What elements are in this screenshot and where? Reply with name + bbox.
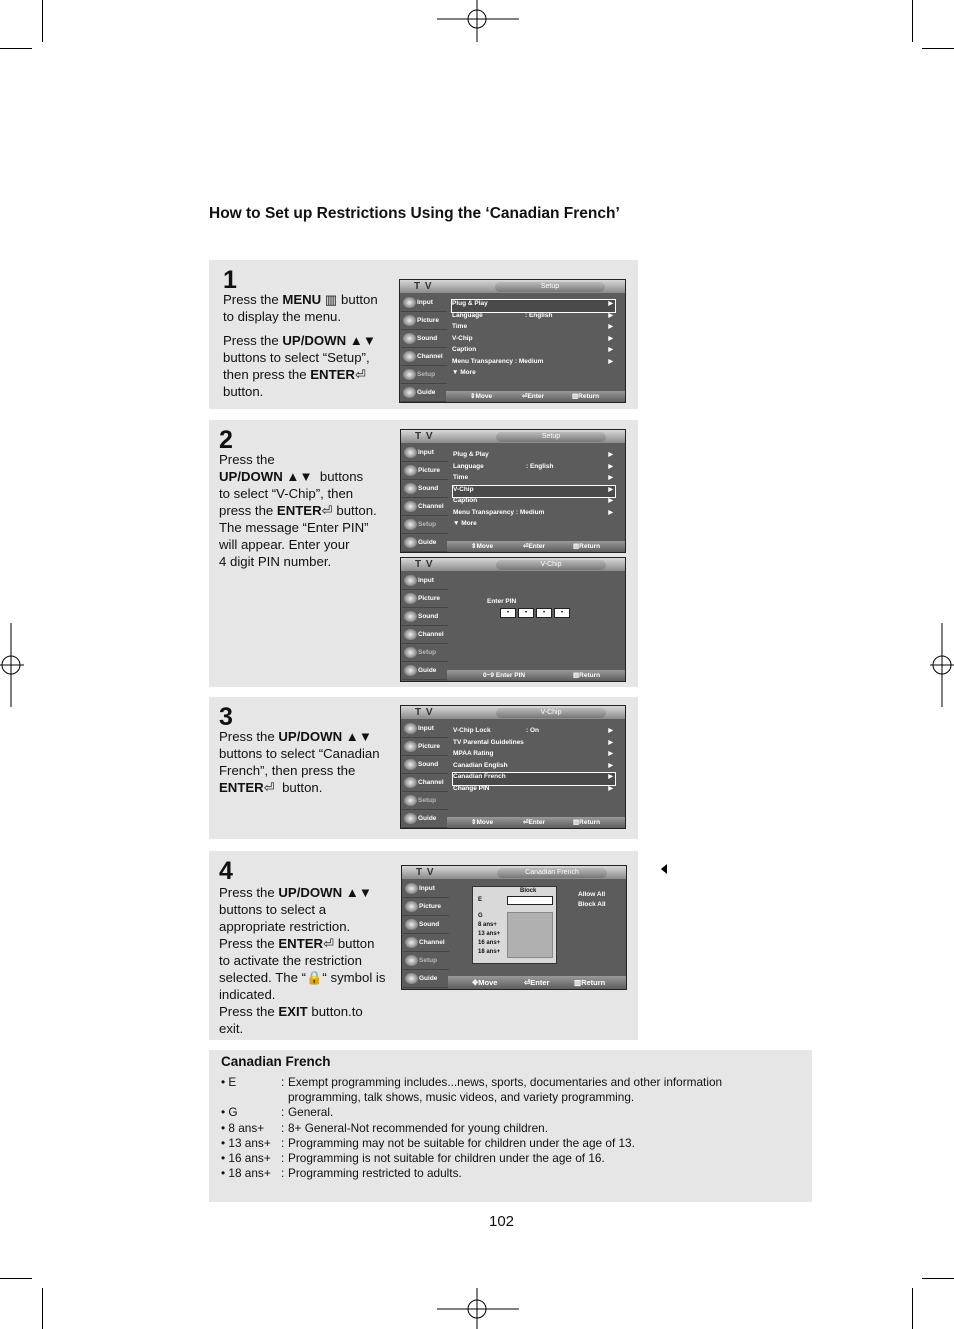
menu-icon: ▥ — [324, 292, 338, 307]
pin-digit-1[interactable]: • — [500, 608, 516, 618]
enter-pin-label: Enter PIN — [487, 598, 517, 605]
rating-13[interactable]: 13 ans+ — [478, 931, 501, 937]
tv-enter-pin-screen: T V V-Chip Input Picture Sound Channel Setup Guide Enter PIN • • • • 0~9 Enter PIN ▥ Return — [400, 557, 626, 682]
menu-item-change-pin[interactable]: Change PIN ▶ — [453, 784, 613, 792]
input-icon — [403, 297, 416, 308]
definitions-heading: Canadian French — [221, 1054, 331, 1069]
picture-icon — [404, 593, 417, 604]
return-hint: ▥ Return — [572, 393, 600, 400]
guide-icon — [404, 813, 417, 824]
menu-item-canadian-french[interactable]: Canadian French ▶ — [453, 773, 615, 785]
registration-mark-left — [0, 623, 24, 707]
step-3-text: Press the UP/DOWN ▲▼ buttons to select “Canadian French”, then press the ENTER⏎ button. — [219, 729, 380, 795]
registration-mark-top — [437, 0, 519, 42]
menu-item-transparency[interactable]: Menu Transparency : Medium ▶ — [453, 508, 613, 516]
setup-icon — [404, 519, 417, 530]
sound-icon — [404, 611, 417, 622]
rating-16[interactable]: 16 ans+ — [478, 940, 501, 946]
menu-item-language[interactable]: Language : English ▶ — [453, 462, 613, 470]
setup-icon — [404, 647, 417, 658]
setup-icon — [405, 955, 418, 966]
up-down-arrows-icon: ▲▼ — [345, 729, 372, 744]
rating-table — [472, 886, 557, 964]
pin-digit-2[interactable]: • — [518, 608, 534, 618]
up-down-arrows-icon: ▲▼ — [286, 469, 313, 484]
guide-icon — [404, 665, 417, 676]
screen-footer — [446, 391, 625, 402]
step-number: 2 — [219, 426, 233, 454]
picture-icon — [403, 315, 416, 326]
canadian-french-definitions: Canadian French • E : Exempt programming includes...news, sports, documentaries and other information programming, talk shows, music videos, and variety programming. • G : General. • 8 ans+ : 8+ General-Not recommended for young children. • 13 ans+ : Programming may not be suitable for children under the age of 13. • 16 ans+ : Programming is not suitable for children under the age of 16. • 18 ans+ : Programming restricted to adults. — [209, 1050, 812, 1202]
setup-icon — [403, 369, 416, 380]
pin-digit-4[interactable]: • — [554, 608, 570, 618]
sound-icon — [404, 759, 417, 770]
up-down-arrows-icon: ▲▼ — [345, 885, 372, 900]
menu-item-time[interactable]: Time ▶ — [452, 323, 613, 330]
enter-hint: ⏎ Enter — [522, 393, 545, 400]
registration-mark-right — [930, 623, 954, 707]
step-3-panel — [209, 697, 638, 839]
step-1-panel — [209, 260, 638, 409]
menu-item-v-chip[interactable]: V-Chip ▶ — [453, 486, 615, 498]
setup-menu — [452, 300, 615, 381]
tv-vchip-screen: T V V-Chip Input Picture Sound Channel Setup Guide V-Chip Lock : On ▶ TV Parental Guidelines ▶ MPAA Rating ▶ Canadian English ▶ Canadian French ▶ Change PIN ▶ ⇕ Move ⏎ Enter ▥ Return — [400, 705, 626, 829]
channel-icon — [403, 351, 416, 362]
input-icon — [404, 575, 417, 586]
block-column-header: Block — [520, 888, 537, 894]
rating-18[interactable]: 18 ans+ — [478, 949, 501, 955]
step-4-panel — [209, 851, 638, 1040]
menu-item-canadian-english[interactable]: Canadian English ▶ — [453, 761, 613, 769]
menu-item-vchip-lock[interactable]: V-Chip Lock : On ▶ — [453, 727, 613, 734]
block-cell-e[interactable] — [507, 896, 553, 905]
menu-item-caption[interactable]: Caption ▶ — [452, 346, 613, 353]
enter-icon: ⏎ — [323, 936, 335, 951]
menu-item-language[interactable]: Language : English ▶ — [452, 311, 613, 319]
channel-icon — [405, 937, 418, 948]
menu-item-time[interactable]: Time ▶ — [453, 474, 613, 481]
guide-icon — [404, 537, 417, 548]
step-4-text: Press the UP/DOWN ▲▼ buttons to select a appropriate restriction. Press the ENTER⏎ button to activate the restriction selected. The “🔒“ symbol is indicated. Press the EXIT button.to exit. — [219, 885, 386, 1036]
enter-icon: ⏎ — [263, 780, 275, 795]
rating-e[interactable]: E — [478, 897, 483, 903]
step-2-panel — [209, 420, 638, 687]
picture-icon — [404, 741, 417, 752]
block-cells[interactable] — [507, 912, 553, 958]
step-number: 3 — [219, 703, 233, 731]
step-2-text: Press the UP/DOWN ▲▼ buttons to select “V-Chip”, then press the ENTER⏎ button. The message “Enter PIN” will appear. Enter your 4 digit PIN number. — [219, 452, 377, 569]
menu-item-transparency[interactable]: Menu Transparency : Medium ▶ — [452, 357, 613, 365]
picture-icon — [405, 901, 418, 912]
picture-icon — [404, 465, 417, 476]
sound-icon — [404, 483, 417, 494]
page-number: 102 — [489, 1213, 515, 1230]
sound-icon — [403, 333, 416, 344]
rating-8[interactable]: 8 ans+ — [478, 922, 497, 928]
channel-icon — [404, 777, 417, 788]
setup-icon — [404, 795, 417, 806]
side-menu: Input Picture Sound Channel Setup Guide — [401, 294, 447, 402]
step-number: 1 — [223, 266, 237, 294]
up-down-arrows-icon: ▲▼ — [349, 333, 376, 348]
menu-item-more[interactable]: ▼ More — [452, 369, 476, 376]
lock-icon: 🔒 — [306, 970, 323, 985]
menu-item-plug-play[interactable]: Plug & Play ▶ — [453, 451, 613, 458]
rating-g[interactable]: G — [478, 913, 483, 919]
block-all-option[interactable]: Block All — [578, 901, 606, 908]
menu-item-mpaa[interactable]: MPAA Rating ▶ — [453, 750, 613, 757]
registration-mark-bottom — [437, 1288, 519, 1329]
enter-icon: ⏎ — [321, 503, 333, 518]
step-1-text: Press the MENU ▥ button to display the menu. Press the UP/DOWN ▲▼ buttons to select “Setup”, then press the ENTER⏎ button. — [223, 292, 378, 399]
menu-item-more[interactable]: ▼ More — [453, 520, 477, 527]
tv-setup-screen-vchip: T V Setup Input Picture Sound Channel Setup Guide Plug & Play ▶ Language : English ▶ Time ▶ V-Chip ▶ Caption ▶ Menu Transparency : Medium ▶ ▼ More ⇕ Move ⏎ Enter ▥ Return — [400, 429, 626, 553]
screen-title: Setup — [495, 282, 605, 292]
menu-item-plug-play[interactable]: Plug & Play ▶ — [452, 300, 615, 312]
input-icon — [405, 883, 418, 894]
tv-canadian-french-screen: T V Canadian French Input Picture Sound Channel Setup Guide Block E G 8 ans+ 13 ans+ 16 ans+ 18 ans+ Allow All Block All ✥ Move ⏎ Enter ▥ Return — [401, 865, 627, 990]
channel-icon — [404, 501, 417, 512]
guide-icon — [405, 973, 418, 984]
menu-item-tv-parental[interactable]: TV Parental Guidelines ▶ — [453, 738, 613, 746]
allow-all-option[interactable]: Allow All — [578, 891, 606, 898]
move-hint: ⇕ Move — [470, 393, 493, 400]
step-number: 4 — [219, 857, 233, 885]
tv-setup-screen: T V Setup Input Picture Sound Channel Setup Guide Plug & Play ▶ Language : English ▶ Time ▶ V-Chip ▶ Caption ▶ Menu Transparency : Medium ▶ ▼ More ⇕ Move ⏎ Enter ▥ Return — [399, 279, 626, 403]
input-icon — [404, 723, 417, 734]
input-icon — [404, 447, 417, 458]
left-arrow-marker — [661, 864, 667, 874]
page-title: How to Set up Restrictions Using the ‘Canadian French’ — [209, 205, 620, 222]
menu-item-v-chip[interactable]: V-Chip ▶ — [452, 334, 613, 342]
menu-item-caption[interactable]: Caption ▶ — [453, 497, 613, 504]
channel-icon — [404, 629, 417, 640]
enter-icon: ⏎ — [354, 367, 367, 382]
sound-icon — [405, 919, 418, 930]
pin-digit-3[interactable]: • — [536, 608, 552, 618]
guide-icon — [403, 387, 416, 398]
